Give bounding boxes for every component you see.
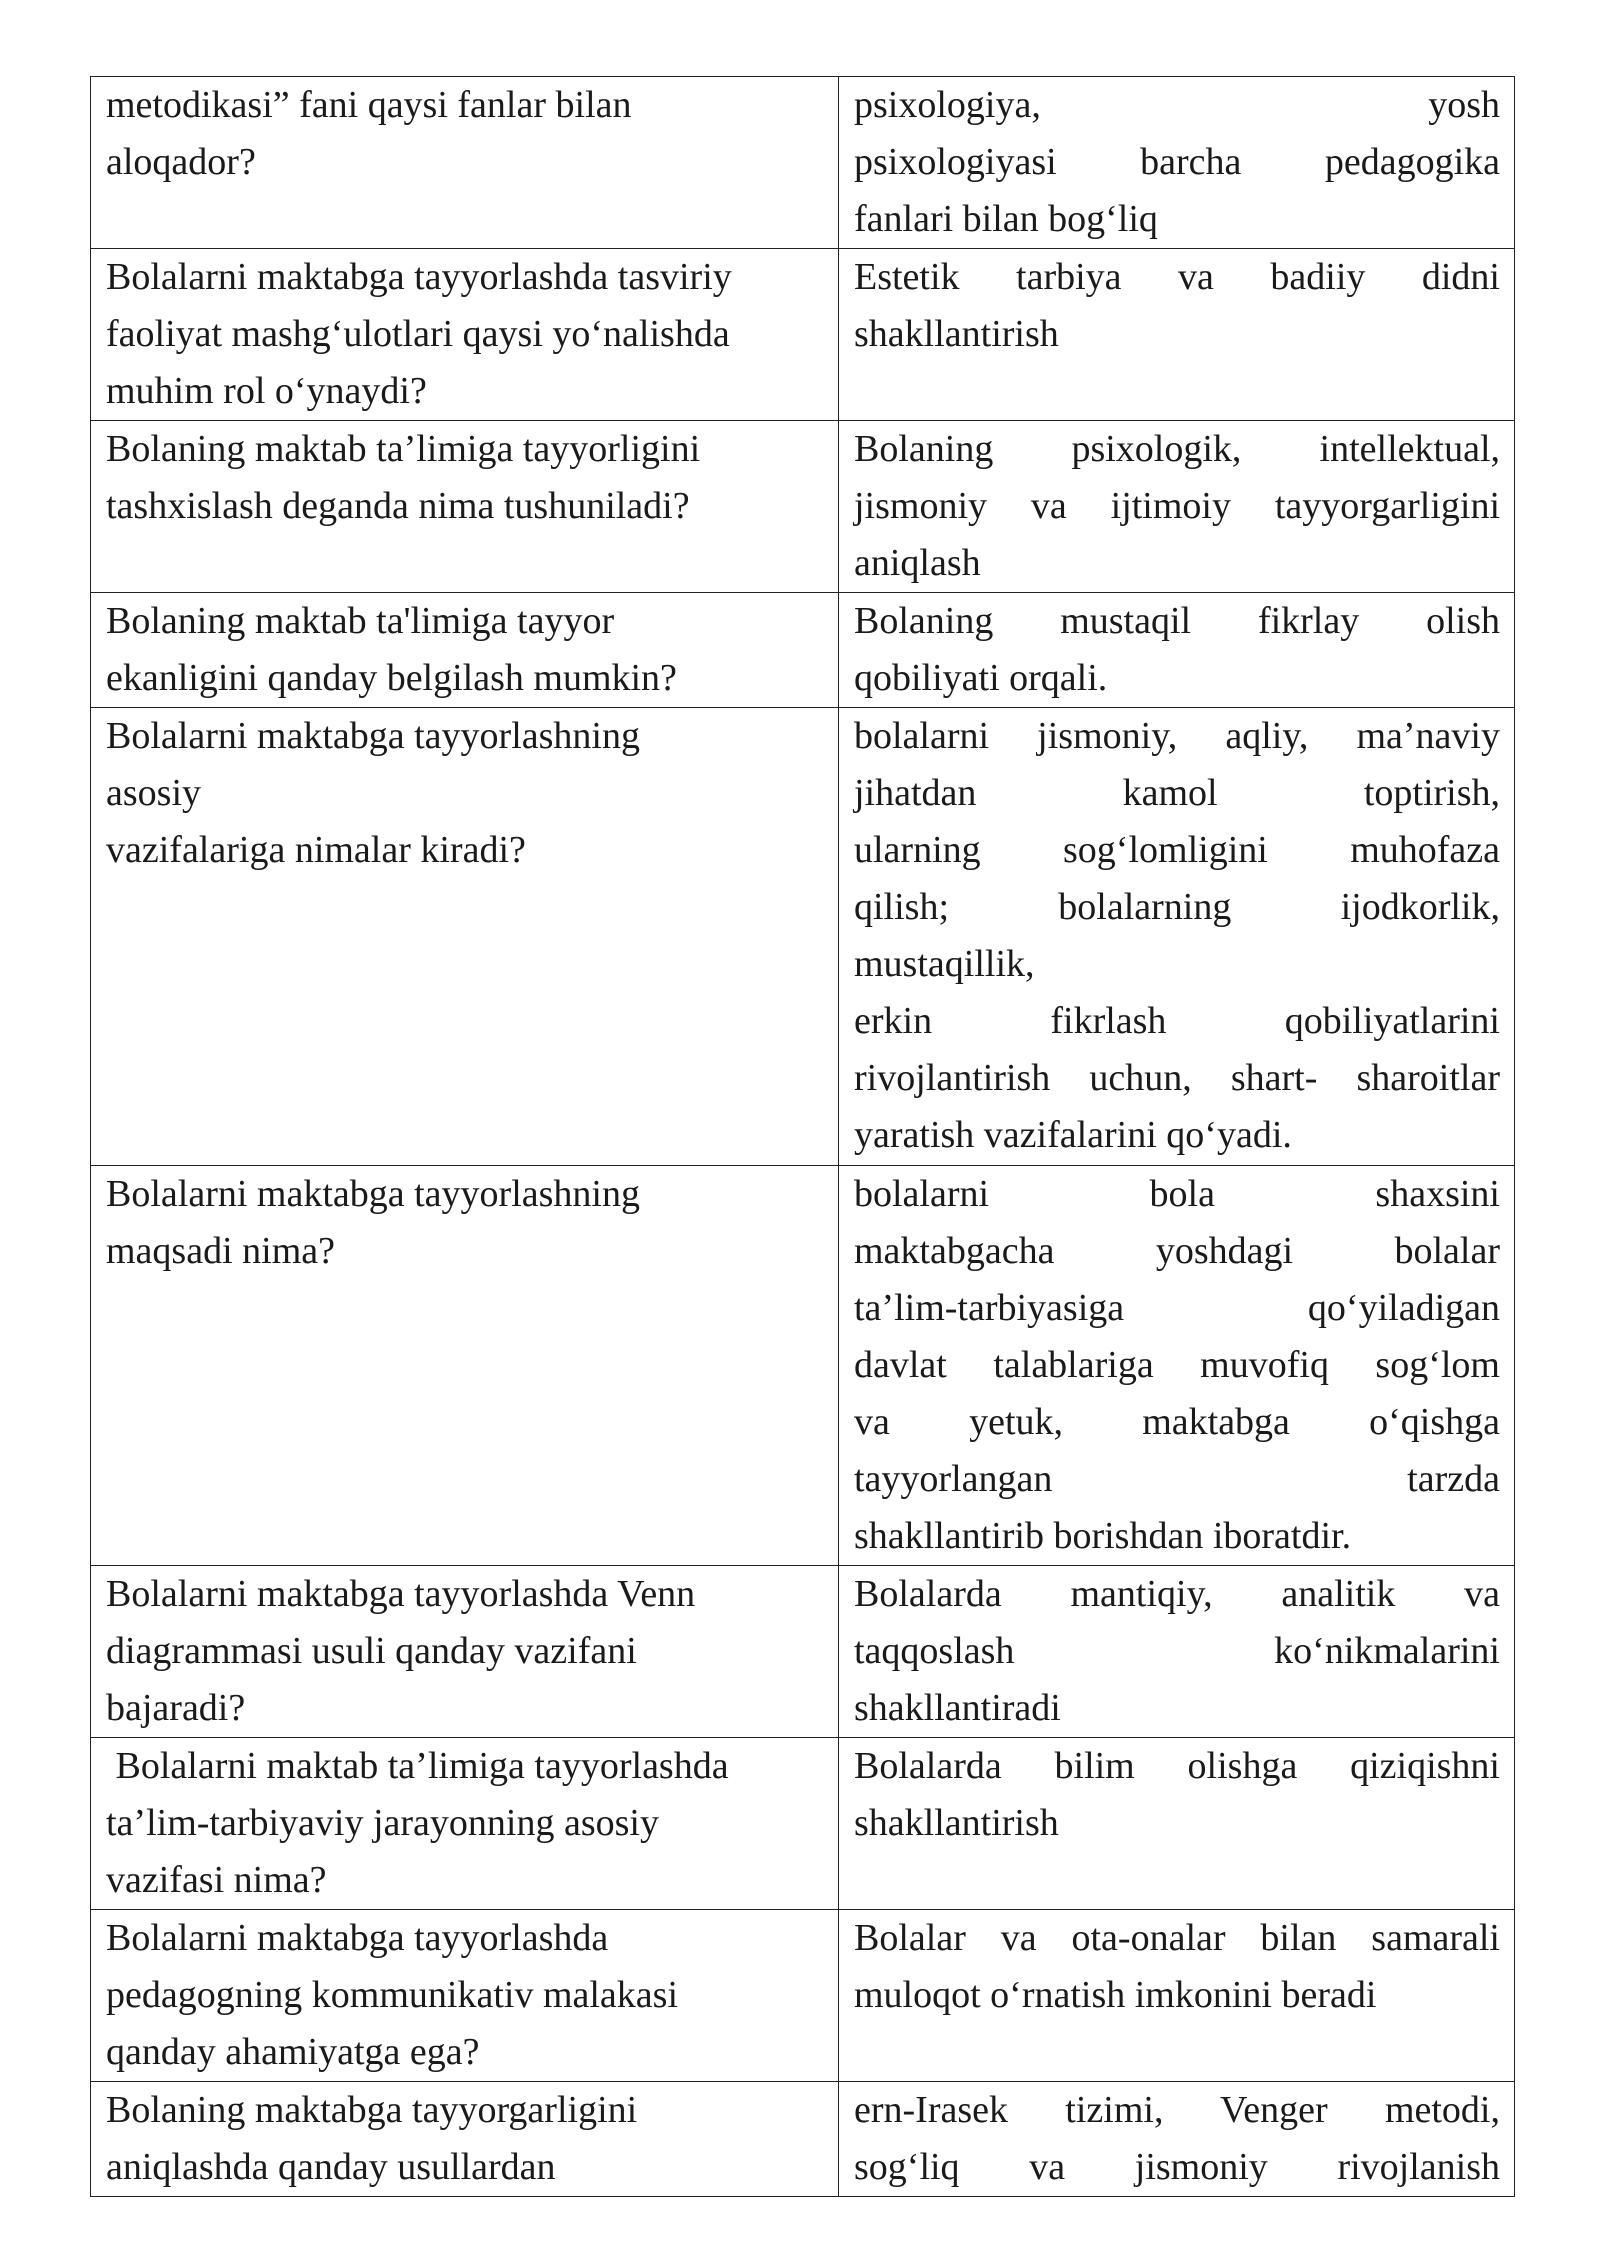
question-cell: [91, 1910, 839, 2082]
answer-line: Bolalar va ota-onalar bilan samarali: [854, 1917, 1500, 1959]
answer-line: aniqlash: [854, 542, 981, 584]
question-line: bajaradi?: [106, 1687, 246, 1729]
question-line: maqsadi nima?: [106, 1230, 335, 1272]
answer-line: muloqot o‘rnatish imkonini beradi: [854, 1974, 1377, 2016]
question-line: Bolaning maktabga tayyorgarligini: [106, 2089, 638, 2131]
answer-line: ta’lim-tarbiyasiga qo‘yiladigan: [854, 1287, 1500, 1329]
question-line: Bolalarni maktabga tayyorlashda Venn: [106, 1573, 696, 1615]
question-line: aniqlashda qanday usullardan: [106, 2146, 556, 2188]
question-line: Bolalarni maktab ta’limiga tayyorlashda: [106, 1745, 729, 1787]
question-line: Bolalarni maktabga tayyorlashda: [106, 1917, 609, 1959]
answer-line: jihatdan kamol toptirish,: [854, 772, 1500, 814]
question-cell: [91, 1566, 839, 1738]
answer-line: mustaqillik,: [854, 943, 1035, 985]
answer-line: Bolaning psixologik, intellektual,: [854, 428, 1500, 470]
answer-line: shakllantirish: [854, 1802, 1059, 1844]
question-line: faoliyat mashg‘ulotlari qaysi yo‘nalishda: [106, 313, 730, 355]
answer-line: taqqoslash ko‘nikmalarini: [854, 1630, 1500, 1672]
answer-cell: [839, 1910, 1515, 2082]
question-cell: [91, 2082, 839, 2197]
question-line: Bolalarni maktabga tayyorlashda tasviriy: [106, 256, 732, 298]
answer-line: qobiliyati orqali.: [854, 657, 1108, 699]
answer-cell: [839, 1738, 1515, 1910]
answer-line: Estetik tarbiya va badiiy didni: [854, 256, 1500, 298]
question-line: vazifasi nima?: [106, 1859, 327, 1901]
answer-line: yaratish vazifalarini qo‘yadi.: [854, 1114, 1292, 1156]
table-row: [91, 2082, 1515, 2197]
table-row: [91, 421, 1515, 593]
question-line: Bolalarni maktabga tayyorlashning: [106, 715, 640, 757]
answer-line: ularning sog‘lomligini muhofaza: [854, 829, 1500, 871]
question-line: muhim rol o‘ynaydi?: [106, 370, 427, 412]
answer-line: qilish; bolalarning ijodkorlik,: [854, 886, 1500, 928]
answer-line: Bolalarda mantiqiy, analitik va: [854, 1573, 1500, 1615]
answer-line: ern-Irasek tizimi, Venger metodi,: [854, 2089, 1500, 2131]
answer-line: bolalarni bola shaxsini: [854, 1173, 1500, 1215]
question-line: ekanligini qanday belgilash mumkin?: [106, 657, 677, 699]
answer-line: jismoniy va ijtimoiy tayyorgarligini: [854, 485, 1500, 527]
answer-line: maktabgacha yoshdagi bolalar: [854, 1230, 1500, 1272]
question-cell: [91, 77, 839, 249]
answer-line: davlat talablariga muvofiq sog‘lom: [854, 1344, 1500, 1386]
answer-line: shakllantiradi: [854, 1687, 1061, 1729]
answer-line: shakllantirib borishdan iboratdir.: [854, 1515, 1352, 1557]
question-cell: [91, 593, 839, 708]
answer-line: erkin fikrlash qobiliyatlarini: [854, 1000, 1500, 1042]
table-row: [91, 593, 1515, 708]
question-cell: [91, 1166, 839, 1566]
answer-cell: [839, 708, 1515, 1166]
question-cell: [91, 249, 839, 421]
answer-cell: [839, 2082, 1515, 2197]
question-line: tashxislash deganda nima tushuniladi?: [106, 485, 690, 527]
question-line: diagrammasi usuli qanday vazifani: [106, 1630, 637, 1672]
question-line: ta’lim-tarbiyaviy jarayonning asosiy: [106, 1802, 659, 1844]
answer-line: rivojlantirish uchun, shart- sharoitlar: [854, 1057, 1500, 1099]
qa-table: [90, 76, 1515, 2197]
answer-cell: [839, 593, 1515, 708]
answer-cell: [839, 1166, 1515, 1566]
table-row: [91, 708, 1515, 1166]
qa-table-body: [91, 77, 1515, 2197]
answer-cell: [839, 1566, 1515, 1738]
question-line: Bolaning maktab ta'limiga tayyor: [106, 600, 615, 642]
question-line: aloqador?: [106, 141, 256, 183]
question-line: Bolalarni maktabga tayyorlashning: [106, 1173, 640, 1215]
answer-line: bolalarni jismoniy, aqliy, ma’naviy: [854, 715, 1500, 757]
question-cell: [91, 708, 839, 1166]
answer-line: shakllantirish: [854, 313, 1059, 355]
question-line: metodikasi” fani qaysi fanlar bilan: [106, 84, 632, 126]
question-line: qanday ahamiyatga ega?: [106, 2031, 480, 2073]
table-row: [91, 1910, 1515, 2082]
question-line: vazifalariga nimalar kiradi?: [106, 829, 526, 871]
answer-line: Bolalarda bilim olishga qiziqishni: [854, 1745, 1500, 1787]
question-line: pedagogning kommunikativ malakasi: [106, 1974, 679, 2016]
answer-line: psixologiyasi barcha pedagogika: [854, 141, 1500, 183]
answer-cell: [839, 249, 1515, 421]
question-line: Bolaning maktab ta’limiga tayyorligini: [106, 428, 701, 470]
table-row: [91, 1738, 1515, 1910]
answer-line: va yetuk, maktabga o‘qishga: [854, 1401, 1500, 1443]
answer-line: psixologiya, yosh: [854, 84, 1500, 126]
answer-line: fanlari bilan bog‘liq: [854, 198, 1158, 240]
table-row: [91, 1566, 1515, 1738]
table-row: [91, 1166, 1515, 1566]
answer-line: Bolaning mustaqil fikrlay olish: [854, 600, 1500, 642]
answer-cell: [839, 421, 1515, 593]
table-row: [91, 77, 1515, 249]
answer-line: sog‘liq va jismoniy rivojlanish: [854, 2146, 1500, 2188]
question-line: asosiy: [106, 772, 201, 814]
answer-cell: [839, 77, 1515, 249]
answer-line: tayyorlangan tarzda: [854, 1458, 1500, 1500]
question-cell: [91, 1738, 839, 1910]
table-row: [91, 249, 1515, 421]
question-cell: [91, 421, 839, 593]
